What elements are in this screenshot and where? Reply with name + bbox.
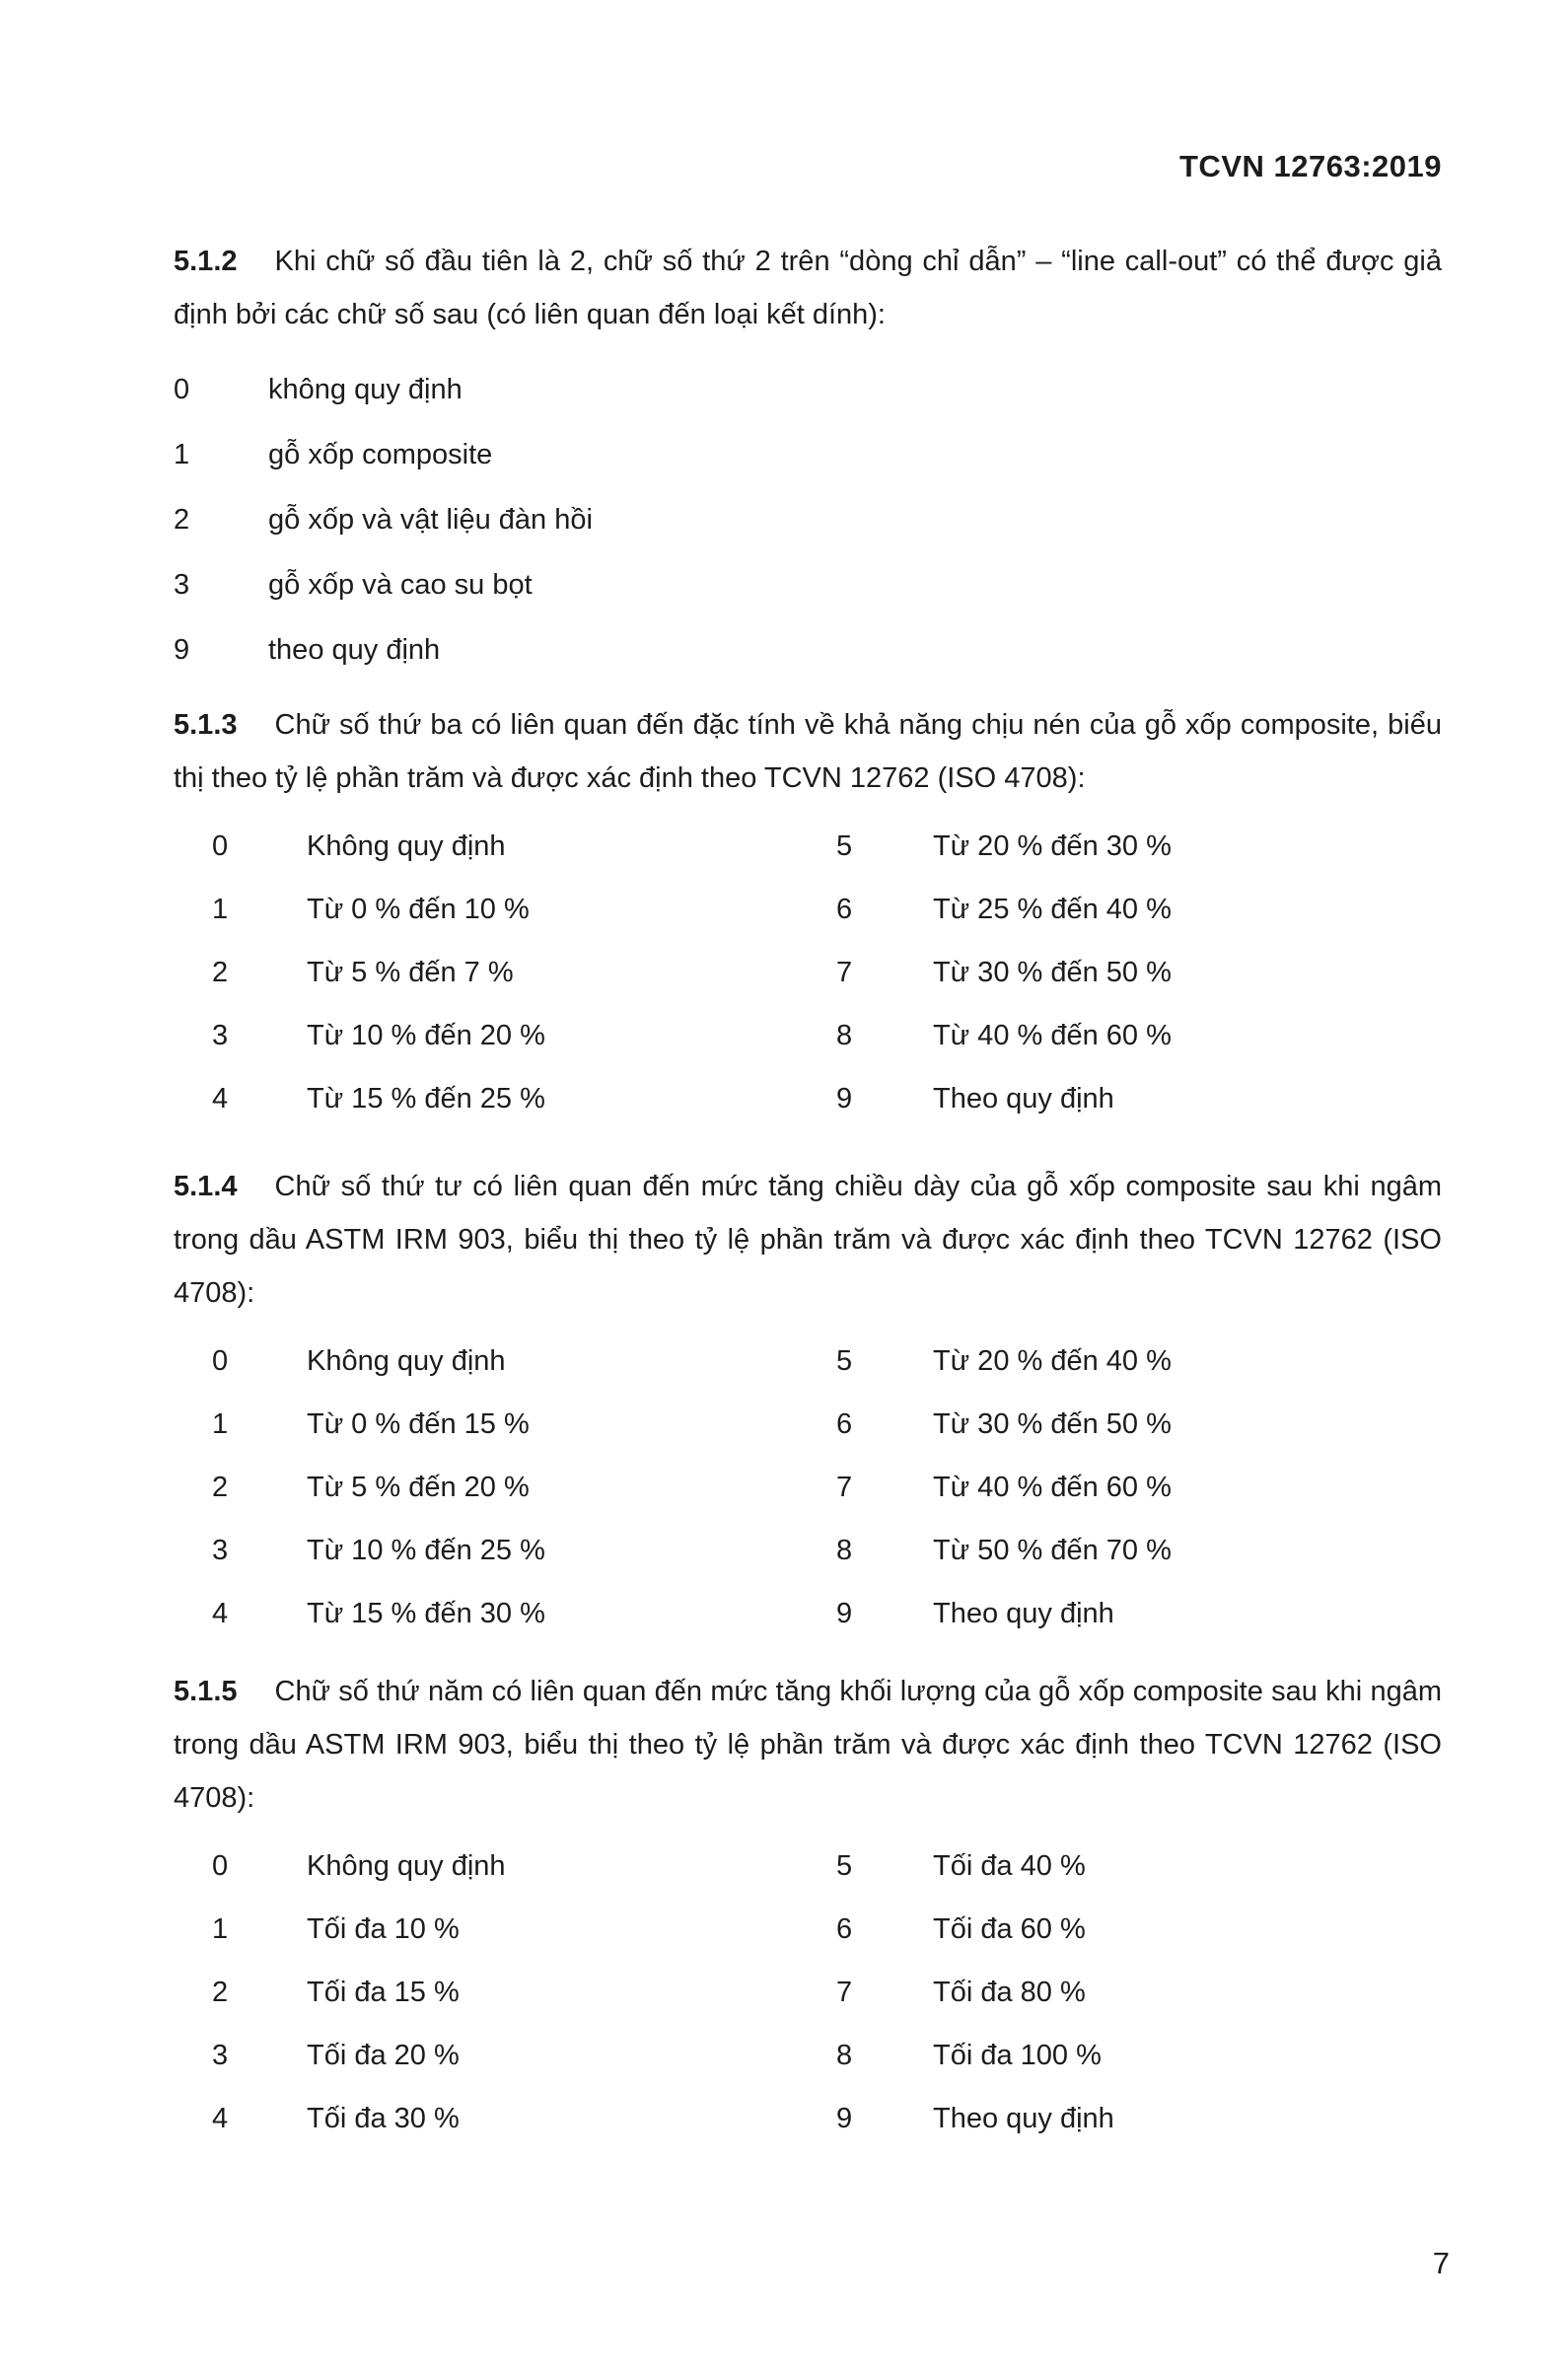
item-code-right: 6 [836,1408,853,1440]
item-code-right: 8 [836,2040,853,2071]
list-row [174,2024,1442,2087]
item-code-left: 0 [212,1345,229,1377]
item-code-right: 9 [836,1083,853,1115]
item-label-right: Theo quy định [933,1598,1114,1629]
item-label-right: Từ 20 % đến 40 % [933,1345,1172,1377]
mass-increase-list [174,1835,1442,2150]
section-number: 5.1.5 [174,1676,238,1707]
item-label-left: Từ 10 % đến 20 % [307,1020,545,1051]
list-row [174,2087,1442,2150]
item-code: 2 [174,504,190,536]
item-label-right: Tối đa 80 % [933,1977,1086,2008]
list-row [174,1898,1442,1961]
item-label-left: Không quy định [307,1345,506,1377]
item-code-right: 9 [836,1598,853,1629]
section-number: 5.1.4 [174,1171,238,1202]
item-label-right: Theo quy định [933,1083,1114,1115]
list-row [174,1961,1442,2024]
item-label-left: Từ 5 % đến 7 % [307,957,514,988]
item-code-right: 7 [836,1977,853,2008]
item-code: 3 [174,569,190,601]
item-code-right: 7 [836,957,853,988]
item-label-left: Tối đa 10 % [307,1913,460,1945]
section-512-paragraph [174,235,1442,341]
item-code: 0 [174,374,190,405]
item-code: 1 [174,439,190,470]
section-body: Chữ số thứ năm có liên quan đến mức tăng khối lượng của gỗ xốp composite sau khi ngâm trong dầu ASTM IRM 903, biểu thị theo tỷ lệ phần trăm và được xác định theo TCVN 12762 (ISO 4708): [174,1676,1442,1814]
section-number: 5.1.3 [174,709,238,741]
item-code-left: 3 [212,1535,229,1566]
item-label: theo quy định [268,634,441,666]
item-label-right: Từ 40 % đến 60 % [933,1020,1172,1051]
list-item [174,617,1442,683]
standard-reference: TCVN 12763:2019 [1179,149,1442,183]
item-code-left: 1 [212,1408,229,1440]
item-code-right: 8 [836,1020,853,1051]
list-row [174,815,1442,878]
item-label-left: Từ 15 % đến 25 % [307,1083,545,1115]
compression-digit-list [174,815,1442,1130]
item-label-right: Theo quy định [933,2103,1114,2134]
list-row [174,1393,1442,1456]
item-code-left: 4 [212,2103,229,2134]
section-body: Chữ số thứ ba có liên quan đến đặc tính về khả năng chịu nén của gỗ xốp composite, biểu thị theo tỷ lệ phần trăm và được xác định theo TCVN 12762 (ISO 4708): [174,709,1442,794]
item-label-left: Từ 15 % đến 30 % [307,1598,545,1629]
item-code-right: 8 [836,1535,853,1566]
item-label: gỗ xốp và cao su bọt [268,569,533,601]
item-code-left: 3 [212,1020,229,1051]
item-code: 9 [174,634,190,666]
item-label-left: Từ 5 % đến 20 % [307,1472,530,1503]
item-label-right: Từ 30 % đến 50 % [933,957,1172,988]
item-label-right: Từ 40 % đến 60 % [933,1472,1172,1503]
item-code-left: 4 [212,1598,229,1629]
list-row [174,941,1442,1004]
thickness-increase-list [174,1330,1442,1645]
list-row [174,1330,1442,1393]
item-label: không quy định [268,374,463,405]
item-code-left: 2 [212,957,229,988]
list-row [174,1004,1442,1067]
list-row [174,1835,1442,1898]
item-label-right: Tối đa 100 % [933,2040,1102,2071]
item-code-right: 7 [836,1472,853,1503]
page-content [174,0,1442,2150]
item-label-left: Từ 0 % đến 10 % [307,894,530,925]
list-row [174,1582,1442,1645]
page-number: 7 [1432,2246,1450,2280]
item-label-right: Từ 25 % đến 40 % [933,894,1172,925]
item-code-right: 9 [836,2103,853,2134]
item-code-left: 0 [212,1850,229,1882]
page-header [174,148,1442,185]
item-code-left: 2 [212,1472,229,1503]
item-label-right: Từ 20 % đến 30 % [933,830,1172,862]
section-number: 5.1.2 [174,246,238,277]
section-515-paragraph [174,1665,1442,1825]
list-row [174,1456,1442,1519]
item-code-right: 5 [836,1345,853,1377]
adhesive-digit-list [174,357,1442,683]
item-code-left: 1 [212,1913,229,1945]
list-row [174,878,1442,941]
item-label-right: Từ 50 % đến 70 % [933,1535,1172,1566]
section-513-paragraph [174,698,1442,805]
item-label-left: Từ 0 % đến 15 % [307,1408,530,1440]
list-row [174,1519,1442,1582]
list-item [174,552,1442,617]
list-item [174,357,1442,422]
item-code-left: 1 [212,894,229,925]
item-label-left: Không quy định [307,1850,506,1882]
item-label-left: Tối đa 30 % [307,2103,460,2134]
item-label-left: Tối đa 15 % [307,1977,460,2008]
item-label-right: Tối đa 40 % [933,1850,1086,1882]
section-514-paragraph [174,1160,1442,1320]
list-item [174,422,1442,487]
item-label: gỗ xốp composite [268,439,493,470]
item-code-right: 5 [836,830,853,862]
item-label: gỗ xốp và vật liệu đàn hồi [268,504,593,536]
list-item [174,487,1442,552]
item-label-left: Tối đa 20 % [307,2040,460,2071]
item-code-left: 4 [212,1083,229,1115]
item-label-right: Tối đa 60 % [933,1913,1086,1945]
item-label-left: Từ 10 % đến 25 % [307,1535,545,1566]
section-body: Khi chữ số đầu tiên là 2, chữ số thứ 2 trên “dòng chỉ dẫn” – “line call-out” có thể được giả định bởi các chữ số sau (có liên quan đến loại kết dính): [174,246,1442,330]
item-code-left: 3 [212,2040,229,2071]
item-label-right: Từ 30 % đến 50 % [933,1408,1172,1440]
item-code-left: 0 [212,830,229,862]
item-code-right: 6 [836,1913,853,1945]
section-body: Chữ số thứ tư có liên quan đến mức tăng chiều dày của gỗ xốp composite sau khi ngâm trong dầu ASTM IRM 903, biểu thị theo tỷ lệ phần trăm và được xác định theo TCVN 12762 (ISO 4708): [174,1171,1442,1309]
item-code-right: 5 [836,1850,853,1882]
item-code-left: 2 [212,1977,229,2008]
item-code-right: 6 [836,894,853,925]
list-row [174,1067,1442,1130]
item-label-left: Không quy định [307,830,506,862]
